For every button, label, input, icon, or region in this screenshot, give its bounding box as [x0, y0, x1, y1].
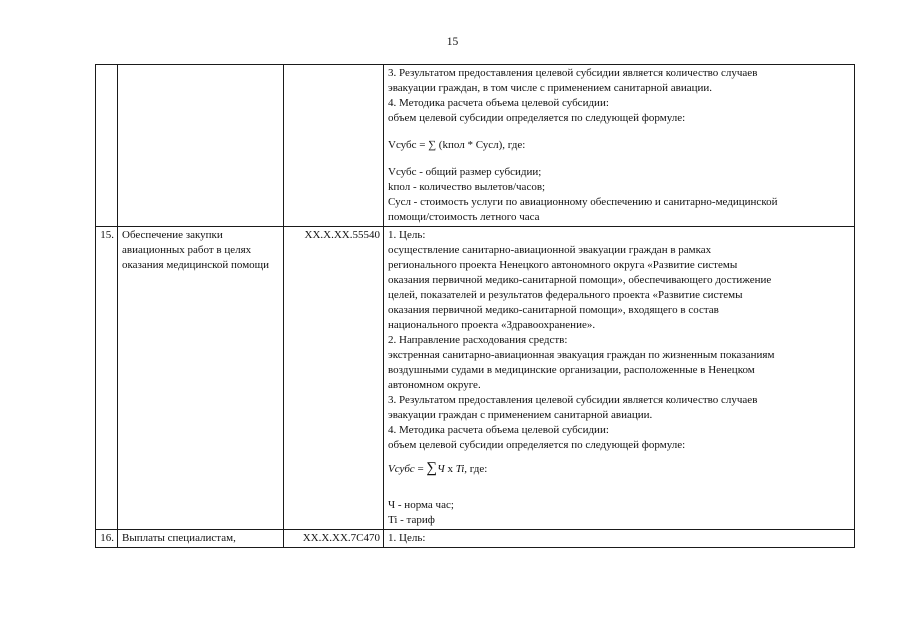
description-line: 4. Методика расчета объема целевой субсидии: — [388, 97, 609, 109]
subsidy-table — [95, 64, 855, 548]
legend-line: Ti - тариф — [388, 514, 435, 526]
table-row — [96, 65, 855, 227]
row-code: ХХ.Х.ХХ.55540 — [284, 227, 384, 530]
description-line: 2. Направление расходования средств: — [388, 334, 568, 346]
description-line: целей, показателей и результатов федерального проекта «Развитие системы — [388, 289, 743, 301]
row-description — [384, 65, 855, 227]
description-line: экстренная санитарно-авиационная эвакуация граждан по жизненным показаниям — [388, 349, 775, 361]
row-code: ХХ.Х.ХХ.7С470 — [284, 530, 384, 548]
legend-line: Vсубс - общий размер субсидии; — [388, 166, 542, 178]
description-line: объем целевой субсидии определяется по следующей формуле: — [388, 112, 686, 124]
description-line: эвакуации граждан с применением санитарной авиации. — [388, 409, 653, 421]
description-line: 1. Цель: — [388, 532, 426, 544]
formula-rhs: Ti — [455, 463, 465, 475]
description-line: объем целевой субсидии определяется по следующей формуле: — [388, 439, 686, 451]
row-name: Обеспечение закупки авиационных работ в целях оказания медицинской помощи — [118, 227, 284, 530]
description-line: 3. Результатом предоставления целевой субсидии является количество случаев — [388, 394, 758, 406]
description-line: национального проекта «Здравоохранение». — [388, 319, 596, 331]
description-line: автономном округе. — [388, 379, 481, 391]
table-row — [96, 227, 855, 530]
sum-symbol: ∑ — [426, 460, 438, 476]
formula-term: Ч — [437, 463, 445, 475]
description-line: эвакуации граждан, в том числе с применением санитарной авиации. — [388, 82, 713, 94]
description-line: воздушными судами в медицинские организации, расположенные в Ненецком — [388, 364, 755, 376]
description-line: оказания первичной медико-санитарной помощи», входящего в состав — [388, 304, 719, 316]
row-number — [96, 65, 118, 227]
formula-times: x — [444, 463, 456, 475]
row-number: 16. — [96, 530, 118, 548]
row-description — [384, 530, 855, 548]
table-row — [96, 530, 855, 548]
page-number: 15 — [446, 36, 459, 48]
description-line: оказания первичной медико-санитарной помощи», обеспечивающего достижение — [388, 274, 772, 286]
formula-equals: = — [414, 463, 427, 475]
legend-line: kпол - количество вылетов/часов; — [388, 181, 546, 193]
description-line: 4. Методика расчета объема целевой субсидии: — [388, 424, 609, 436]
legend-line: Сусл - стоимость услуги по авиационному обеспечению и санитарно-медицинской — [388, 196, 778, 208]
formula-lhs: Vсубс — [388, 463, 415, 475]
formula: Vсубс = ∑ (kпол * Сусл), где: — [388, 139, 526, 151]
description-line: осуществление санитарно-авиационной эвакуации граждан в рамках — [388, 244, 712, 256]
row-number: 15. — [96, 227, 118, 530]
legend-line: помощи/стоимость летного часа — [388, 211, 540, 223]
formula — [388, 453, 851, 483]
legend-line: Ч - норма час; — [388, 499, 454, 511]
description-line: регионального проекта Ненецкого автономного округа «Развитие системы — [388, 259, 738, 271]
row-description — [384, 227, 855, 530]
row-name — [118, 65, 284, 227]
row-name: Выплаты специалистам, — [118, 530, 284, 548]
formula-tail: , где: — [464, 463, 488, 475]
description-line: 1. Цель: — [388, 229, 426, 241]
row-code — [284, 65, 384, 227]
description-line: 3. Результатом предоставления целевой субсидии является количество случаев — [388, 67, 758, 79]
